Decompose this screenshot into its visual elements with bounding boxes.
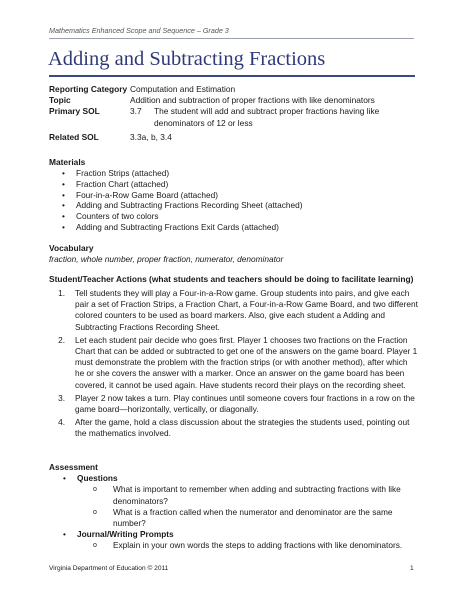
- vocabulary-heading: Vocabulary: [49, 243, 94, 253]
- assessment-heading: Assessment: [49, 462, 98, 472]
- step-text: Let each student pair decide who goes first. Player 1 chooses two fractions on the Fraction Chart that can be added or subtracted to get one of the answers on the game board. Player 1 must demonstrate the problem with the fraction strips (or with another method), after which he or she covers the answer with a marker. Once an answer on the game board has been covered, it cannot be used again. Have students record their plays on the recording sheet.: [75, 334, 418, 390]
- materials-list: [62, 168, 302, 233]
- questions-bullet: [63, 473, 419, 484]
- list-item: [93, 507, 419, 529]
- question-text: What is important to remember when adding and subtracting fractions with like denominators?: [113, 484, 401, 506]
- step-text: Tell students they will play a Four-in-a-Row game. Group students into pairs, and give each pair a set of Fraction Strips, a Fraction Chart, a Four-in-a-Row Game Board, and two different colored counters to be used as board markers. Also, give each student a Adding and Subtracting Fractions Recording Sheet.: [75, 288, 418, 332]
- meta-value: 3.3a, b, 3.4: [130, 131, 172, 142]
- lesson-meta: [49, 84, 419, 143]
- step-number: 4.: [58, 417, 65, 428]
- materials-heading: Materials: [49, 157, 86, 167]
- bullet-icon: •: [63, 529, 66, 540]
- step-number: 2.: [58, 334, 65, 345]
- title-rule: [49, 75, 415, 77]
- meta-value: Computation and Estimation: [130, 84, 236, 94]
- list-item: • Fraction Chart (attached): [62, 179, 302, 190]
- meta-row-primary-sol: [49, 106, 419, 128]
- sol-number: 3.7: [130, 106, 142, 117]
- circle-bullet-icon: o: [93, 486, 97, 494]
- actions-list: [49, 288, 419, 442]
- list-item: [49, 393, 419, 415]
- prompt-text: Explain in your own words the steps to adding fractions with like denominators.: [113, 540, 403, 551]
- questions-label: Questions: [77, 473, 118, 484]
- bullet-icon: •: [63, 473, 66, 484]
- list-item: [93, 484, 419, 506]
- page-title: Adding and Subtracting Fractions: [48, 48, 326, 70]
- meta-label: Primary SOL: [49, 106, 100, 117]
- meta-value: The student will add and subtract proper fractions having like denominators of 12 or less: [154, 106, 380, 128]
- header-rule: [49, 38, 414, 39]
- meta-row-related-sol: [49, 132, 419, 143]
- vocabulary-text: fraction, whole number, proper fraction, numerator, denominator: [49, 254, 284, 264]
- footer-credit: Virginia Department of Education © 2011: [49, 565, 169, 572]
- list-item: [49, 288, 419, 333]
- step-text: After the game, hold a class discussion about the strategies the students used, pointing out the mathematics involved.: [75, 417, 410, 439]
- list-item: • Counters of two colors: [62, 211, 302, 222]
- step-text: Player 2 now takes a turn. Play continues until someone covers four fractions in a row on the game board—horizontally, vertically, or diagonally.: [75, 392, 415, 415]
- circle-bullet-icon: o: [93, 542, 97, 550]
- list-item: • Adding and Subtracting Fractions Exit Cards (attached): [62, 222, 302, 233]
- page-number: 1: [410, 565, 414, 572]
- meta-label: Reporting Category: [49, 84, 128, 94]
- series-header: Mathematics Enhanced Scope and Sequence – Grade 3: [49, 26, 229, 35]
- list-item: [49, 335, 419, 391]
- list-item: [93, 540, 419, 551]
- list-item: [49, 417, 419, 439]
- list-item: • Adding and Subtracting Fractions Recording Sheet (attached): [62, 200, 302, 211]
- assessment-section: [49, 462, 419, 552]
- journal-bullet: [63, 529, 419, 540]
- question-text: What is a fraction called when the numerator and denominator are the same number?: [113, 506, 393, 529]
- meta-value: Addition and subtraction of proper fractions with like denominators: [130, 95, 375, 106]
- meta-label: Related SOL: [49, 131, 99, 142]
- meta-label: Topic: [49, 95, 71, 106]
- circle-bullet-icon: o: [93, 508, 97, 516]
- actions-heading: Student/Teacher Actions (what students and teachers should be doing to facilitate learning): [49, 274, 414, 284]
- list-item: • Four-in-a-Row Game Board (attached): [62, 190, 302, 201]
- journal-label: Journal/Writing Prompts: [77, 529, 174, 540]
- step-number: 1.: [58, 288, 65, 298]
- meta-row-reporting: [49, 84, 419, 95]
- step-number: 3.: [58, 392, 65, 403]
- list-item: • Fraction Strips (attached): [62, 168, 302, 179]
- meta-row-topic: [49, 95, 419, 106]
